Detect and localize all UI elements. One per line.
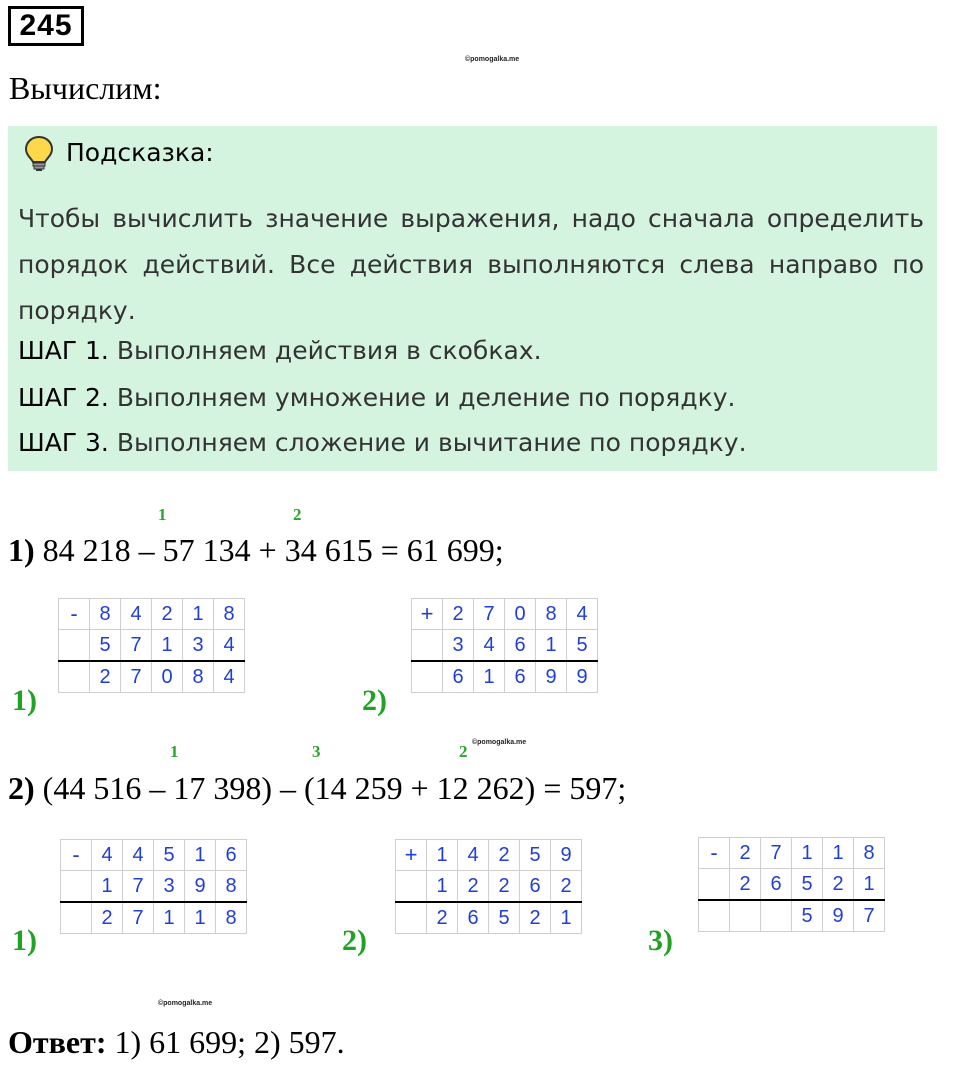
digit: 6 xyxy=(216,840,247,871)
column-calc-2-1 xyxy=(60,839,247,934)
result-digit: 4 xyxy=(214,661,245,693)
calc-label: 2) xyxy=(342,924,367,957)
calc-label: 2) xyxy=(362,684,387,717)
digit: 2 xyxy=(489,871,520,903)
column-calc-2-3 xyxy=(698,837,885,932)
result-digit: 5 xyxy=(792,900,823,932)
answer-label: Ответ: xyxy=(8,1024,107,1060)
column-calc-1-2 xyxy=(411,598,598,693)
intro-text: Вычислим: xyxy=(9,70,162,106)
digit: 2 xyxy=(152,599,183,630)
calc-label: 3) xyxy=(648,924,673,957)
digit: 1 xyxy=(854,869,885,901)
digit: 2 xyxy=(730,869,761,901)
expression-1 xyxy=(8,532,504,569)
result-digit: 1 xyxy=(185,902,216,934)
digit: 5 xyxy=(90,630,121,662)
result-digit: 6 xyxy=(443,661,474,693)
step-label: ШАГ 3. xyxy=(18,428,109,457)
digit: 8 xyxy=(536,599,567,630)
operator: - xyxy=(59,599,90,630)
step-label: ШАГ 1. xyxy=(18,336,109,365)
expression-text: (44 516 – 17 398) – (14 259 + 12 262) = 597; xyxy=(42,770,627,806)
hint-text: Чтобы вычислить значение выражения, надо сначала определить порядок действий. Все действия выполняются слева направо по порядку. xyxy=(18,204,924,325)
watermark: ©pomogalka.me xyxy=(472,739,527,746)
digit: 1 xyxy=(185,840,216,871)
digit: 7 xyxy=(123,871,154,903)
digit: 8 xyxy=(90,599,121,630)
digit: 1 xyxy=(183,599,214,630)
result-digit: 9 xyxy=(536,661,567,693)
column-calc-1-1 xyxy=(58,598,245,693)
result-digit xyxy=(761,900,792,932)
digit: 6 xyxy=(505,630,536,662)
digit: 1 xyxy=(427,840,458,871)
digit: 4 xyxy=(474,630,505,662)
result-digit: 8 xyxy=(216,902,247,934)
problem-number: 2) xyxy=(8,770,35,806)
expression-text: 84 218 – 57 134 + 34 615 = 61 699; xyxy=(42,532,504,568)
digit: 8 xyxy=(216,871,247,903)
watermark: ©pomogalka.me xyxy=(465,56,520,63)
hint-title: Подсказка: xyxy=(66,138,214,167)
result-digit: 0 xyxy=(152,661,183,693)
digit: 4 xyxy=(567,599,598,630)
expression-2 xyxy=(8,770,626,807)
digit: 3 xyxy=(183,630,214,662)
digit: 2 xyxy=(443,599,474,630)
digit: 5 xyxy=(520,840,551,871)
digit: 4 xyxy=(92,840,123,871)
digit: 1 xyxy=(823,838,854,869)
digit: 3 xyxy=(443,630,474,662)
digit: 5 xyxy=(792,869,823,901)
digit: 1 xyxy=(427,871,458,903)
step-1 xyxy=(18,336,542,365)
digit: 2 xyxy=(730,838,761,869)
result-digit: 2 xyxy=(90,661,121,693)
digit: 4 xyxy=(458,840,489,871)
digit: 2 xyxy=(551,871,582,903)
step-2 xyxy=(18,383,735,412)
step-text: Выполняем сложение и вычитание по порядку. xyxy=(116,428,747,457)
result-digit: 6 xyxy=(505,661,536,693)
hint-box xyxy=(8,126,937,471)
digit: 2 xyxy=(489,840,520,871)
order-mark: 2 xyxy=(293,505,302,524)
result-digit: 1 xyxy=(551,902,582,934)
step-text: Выполняем умножение и деление по порядку. xyxy=(116,383,736,412)
digit: 4 xyxy=(121,599,152,630)
calc-label: 1) xyxy=(12,924,37,957)
column-calc-2-2 xyxy=(395,839,582,934)
result-digit: 2 xyxy=(520,902,551,934)
order-mark: 1 xyxy=(158,505,167,524)
digit: 1 xyxy=(152,630,183,662)
order-mark: 1 xyxy=(170,742,179,761)
digit: 7 xyxy=(761,838,792,869)
calc-label: 1) xyxy=(12,684,37,717)
result-digit: 2 xyxy=(92,902,123,934)
result-digit: 8 xyxy=(183,661,214,693)
digit: 1 xyxy=(536,630,567,662)
operator: + xyxy=(396,840,427,871)
digit: 1 xyxy=(792,838,823,869)
step-3 xyxy=(18,428,747,457)
result-digit xyxy=(730,900,761,932)
result-digit: 1 xyxy=(474,661,505,693)
result-digit: 9 xyxy=(567,661,598,693)
result-digit: 7 xyxy=(123,902,154,934)
answer-text: 1) 61 699; 2) 597. xyxy=(114,1024,345,1060)
result-digit: 2 xyxy=(427,902,458,934)
step-text: Выполняем действия в скобках. xyxy=(116,336,542,365)
digit: 9 xyxy=(551,840,582,871)
digit: 0 xyxy=(505,599,536,630)
operator: - xyxy=(699,838,730,869)
result-digit: 7 xyxy=(121,661,152,693)
digit: 8 xyxy=(214,599,245,630)
result-digit: 6 xyxy=(458,902,489,934)
digit: 3 xyxy=(154,871,185,903)
digit: 6 xyxy=(761,869,792,901)
lightbulb-icon xyxy=(22,134,56,174)
operator: - xyxy=(61,840,92,871)
digit: 7 xyxy=(121,630,152,662)
digit: 8 xyxy=(854,838,885,869)
order-mark: 2 xyxy=(459,742,468,761)
digit: 5 xyxy=(154,840,185,871)
digit: 4 xyxy=(214,630,245,662)
problem-number: 1) xyxy=(8,532,35,568)
result-digit: 5 xyxy=(489,902,520,934)
digit: 7 xyxy=(474,599,505,630)
order-mark: 3 xyxy=(312,742,321,761)
result-digit: 9 xyxy=(823,900,854,932)
digit: 2 xyxy=(823,869,854,901)
answer xyxy=(8,1024,345,1061)
digit: 9 xyxy=(185,871,216,903)
digit: 4 xyxy=(123,840,154,871)
result-digit: 7 xyxy=(854,900,885,932)
task-number: 245 xyxy=(8,6,84,46)
watermark: ©pomogalka.me xyxy=(158,1000,213,1007)
step-label: ШАГ 2. xyxy=(18,383,109,412)
digit: 5 xyxy=(567,630,598,662)
digit: 1 xyxy=(92,871,123,903)
result-digit: 1 xyxy=(154,902,185,934)
digit: 6 xyxy=(520,871,551,903)
digit: 2 xyxy=(458,871,489,903)
operator: + xyxy=(412,599,443,630)
